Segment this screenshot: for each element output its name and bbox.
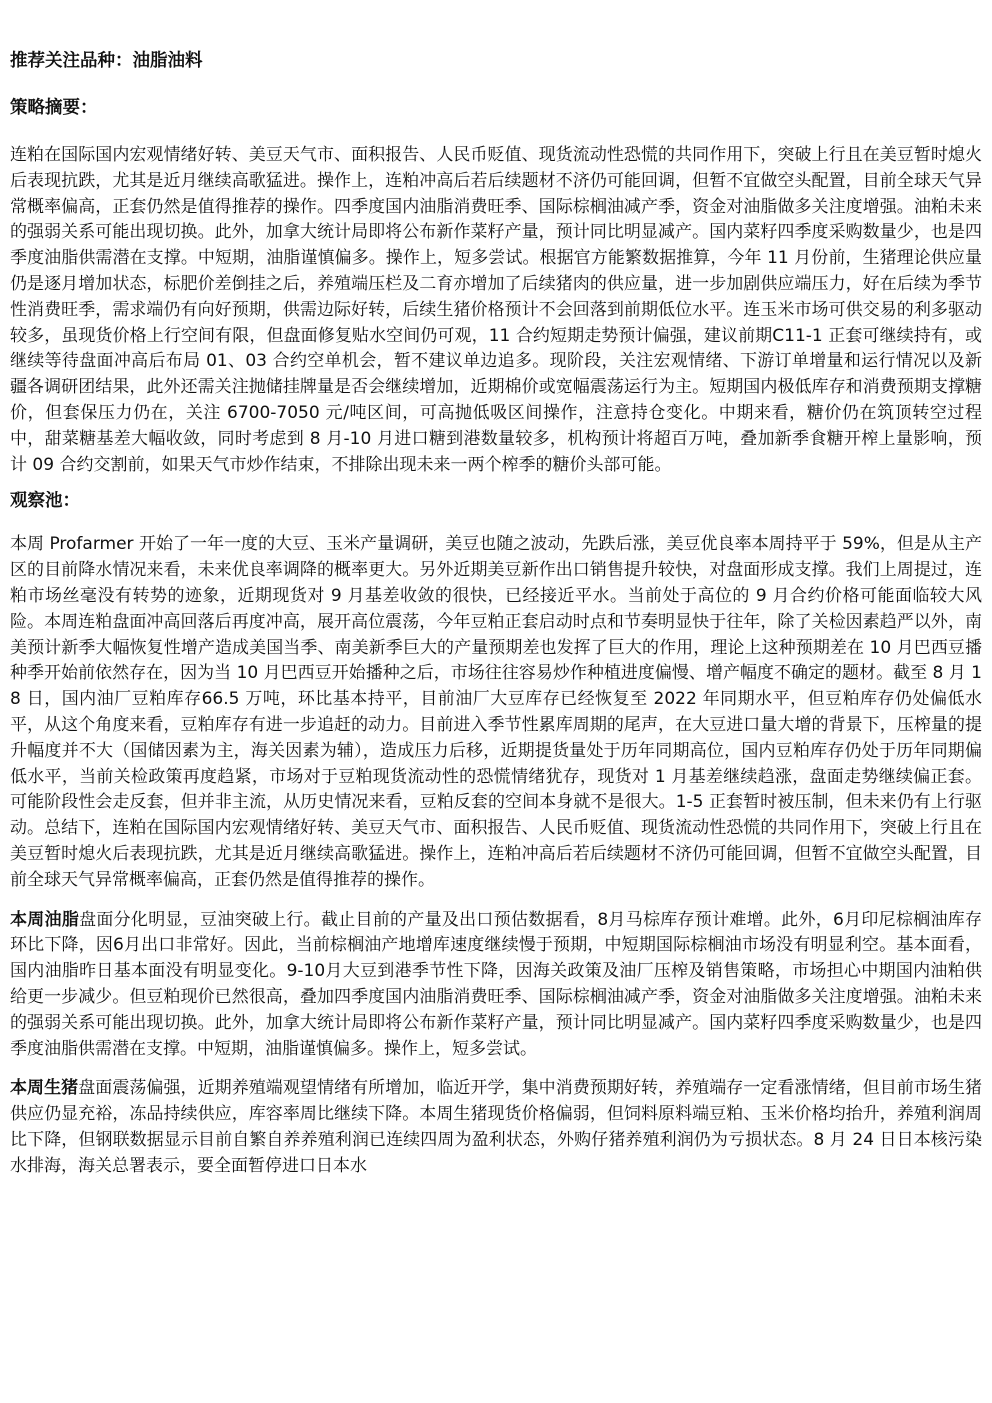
paragraph-spacer bbox=[10, 1062, 982, 1076]
document-page bbox=[10, 48, 982, 1179]
hog-lead: 本周生猪 bbox=[10, 1078, 79, 1099]
document-title: 推荐关注品种：油脂油料 bbox=[10, 51, 203, 71]
oil-text: 盘面分化明显，豆油突破上行。截止目前的产量及出口预估数据看，8月马棕库存预计难增。此外，6月印尼棕榈油库存环比下降，因6月出口非常好。因此，当前棕榈油产地增库速度继续慢于预期，中短期国际棕榈油市场没有明显利空。基本面看，国内油脂昨日基本面没有明显变化。9-10月大豆到港季节性下降，因海关政策及油厂压榨及销售策略，市场担心中期国内油粕供给更一步减少。但豆粕现价已然很高，叠加四季度国内油脂消费旺季、国际棕榈油减产季，资金对油脂做多关注度增强。油粕未来的强弱关系可能出现切换。此外，加拿大统计局即将公布新作菜籽产量，预计同比明显减产。国内菜籽四季度采购数量少，也是四季度油脂供需潜在支撑。中短期，油脂谨慎偏多。操作上，短多尝试。 bbox=[10, 909, 983, 1059]
oil-paragraph bbox=[10, 908, 982, 1063]
hog-text: 盘面震荡偏强，近期养殖端观望情绪有所增加，临近开学，集中消费预期好转，养殖端存一定看涨情绪，但目前市场生猪供应仍显充裕，冻品持续供应，库容率周比继续下降。本周生猪现货价格偏弱，但饲料原料端豆粕、玉米价格均抬升，养殖利润周比下降，但钢联数据显示目前自繁自养养殖利润已连续四周为盈利状态，外购仔猪养殖利润仍为亏损状态。8 月 24 日日本核污染水排海，海关总署表示，要全面暂停进口日本水 bbox=[10, 1078, 983, 1176]
watch-pool-heading: 观察池： bbox=[10, 491, 80, 512]
hog-paragraph bbox=[10, 1076, 982, 1179]
strategy-paragraph: 连粕在国际国内宏观情绪好转、美豆天气市、面积报告、人民币贬值、现货流动性恐慌的共同作用下，突破上行且在美豆暂时熄火后表现抗跌，尤其是近月继续高歌猛进。操作上，连粕冲高后若后续题材不济仍可能回调，但暂不宜做空头配置，目前全球天气异常概率偏高，正套仍然是值得推荐的操作。四季度国内油脂消费旺季、国际棕榈油减产季，资金对油脂做多关注度增强。油粕未来的强弱关系可能出现切换。此外，加拿大统计局即将公布新作菜籽产量，预计同比明显减产。国内菜籽四季度采购数量少，也是四季度油脂供需潜在支撑。中短期，油脂谨慎偏多。操作上，短多尝试。根据官方能繁数据推算，今年 11 月份前，生猪理论供应量仍是逐月增加状态，标肥价差倒挂之后，养殖端压栏及二育亦增加了后续猪肉的供应量，进一步加剧供应端压力，好在后续为季节性消费旺季，需求端仍有向好预期，供需边际好转，后续生猪价格预计不会回落到前期低位水平。连玉米市场可供交易的利多驱动较多，虽现货价格上行空间有限，但盘面修复贴水空间仍可观，11 合约短期走势预计偏强，建议前期C11-1 正套可继续持有，或继续等待盘面冲高后布局 01、03 合约空单机会，暂不建议单边追多。现阶段，关注宏观情绪、下游订单增量和运行情况以及新疆各调研团结果，此外还需关注抛储挂牌量是否会继续增加，近期棉价或宽幅震荡运行为主。短期国内极低库存和消费预期支撑糖价，但套保压力仍在，关注 6700-7050 元/吨区间，可高抛低吸区间操作，注意持仓变化。中期来看，糖价仍在筑顶转空过程中，甜菜糖基差大幅收敛，同时考虑到 8 月-10 月进口糖到港数量较多，机构预计将超百万吨，叠加新季食糖开榨上量影响，预计 09 合约交割前，如果天气市炒作结束，不排除出现未来一两个榨季的糖价头部可能。 bbox=[10, 145, 982, 475]
watch-pool-paragraph: 本周 Profarmer 开始了一年一度的大豆、玉米产量调研，美豆也随之波动，先跌后涨，美豆优良率本周持平于 59%，但是从主产区的目前降水情况来看，未来优良率调降的概率更大。另外近期美豆新作出口销售提升较快，对盘面形成支撑。我们上周提过，连粕市场丝毫没有转势的迹象，近期现货对 9 月基差收敛的很快，已经接近平水。当前处于高位的 9 月合约价格可能面临较大风险。本周连粕盘面冲高回落后再度冲高，展开高位震荡，今年豆粕正套启动时点和节奏明显快于往年，除了关检因素趋严以外，南美预计新季大幅恢复性增产造成美国当季、南美新季巨大的产量预期差也发挥了巨大的作用，理论上这种预期差在 10 月巴西豆播种季开始前依然存在，因为当 10 月巴西豆开始播种之后，市场往往容易炒作种植进度偏慢、增产幅度不确定的题材。截至 8 月 18 日，国内油厂豆粕库存66.5 万吨，环比基本持平，目前油厂大豆库存已经恢复至 2022 年同期水平，但豆粕库存仍处偏低水平，从这个角度来看，豆粕库存有进一步追赶的动力。目前进入季节性累库周期的尾声，在大豆进口量大增的背景下，压榨量的提升幅度并不大（国储因素为主，海关因素为辅），造成压力后移，近期提货量处于历年同期高位，国内豆粕库存仍处于历年同期偏低水平，当前关检政策再度趋紧，市场对于豆粕现货流动性的恐慌情绪犹存，现货对 1 月基差继续趋涨，盘面走势继续偏正套。可能阶段性会走反套，但并非主流，从历史情况来看，豆粕反套的空间本身就不是很大。1-5 正套暂时被压制，但未来仍有上行驱动。总结下，连粕在国际国内宏观情绪好转、美豆天气市、面积报告、人民币贬值、现货流动性恐慌的共同作用下，突破上行且在美豆暂时熄火后表现抗跌，尤其是近月继续高歌猛进。操作上，连粕冲高后若后续题材不济仍可能回调，但暂不宜做空头配置，目前全球天气异常概率偏高，正套仍然是值得推荐的操作。 bbox=[10, 534, 982, 890]
paragraph-spacer bbox=[10, 894, 982, 908]
oil-lead: 本周油脂 bbox=[10, 909, 80, 930]
strategy-heading: 策略摘要： bbox=[10, 98, 98, 118]
